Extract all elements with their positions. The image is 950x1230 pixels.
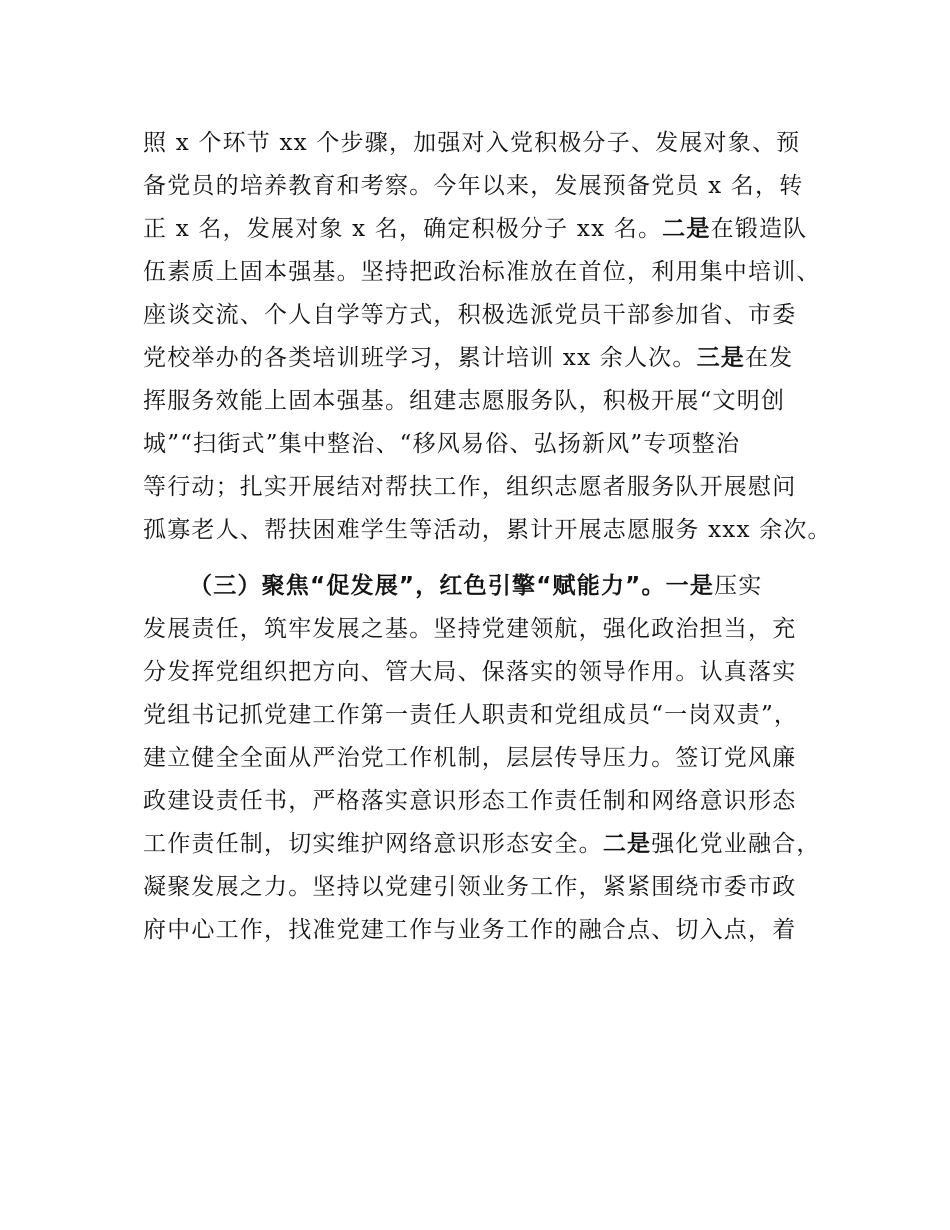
- section-heading: （三）聚焦“促发展”，红色引擎“赋能力”。一是: [189, 573, 715, 599]
- text-line: 党组书记抓党建工作第一责任人职责和党组成员“一岗双责”，: [143, 702, 799, 728]
- text-segment: 强化党业融合，: [651, 831, 821, 857]
- bold-lead-phrase: 三是: [696, 345, 745, 371]
- text-line: 座谈交流、个人自学等方式，积极选派党员干部参加省、市委: [143, 302, 797, 328]
- text-line: [143, 343, 793, 373]
- text-segment: 党校举办的各类培训班学习，累计培训 xx 余人次。: [143, 345, 697, 371]
- text-line: [143, 829, 821, 859]
- text-line: 孤寡老人、帮扶困难学生等活动，累计开展志愿服务 xxx 余次。: [143, 517, 832, 543]
- bold-lead-phrase: 二是: [602, 831, 652, 857]
- text-line: 政建设责任书，严格落实意识形态工作责任制和网络意识形态: [143, 788, 797, 814]
- text-line: [143, 214, 807, 244]
- bold-lead-phrase: 二是: [662, 216, 711, 242]
- text-line: 照 x 个环节 xx 个步骤，加强对入党积极分子、发展对象、预: [143, 130, 801, 156]
- text-line: 城”“扫街式”集中整治、“移风易俗、弘扬新风”专项整治: [143, 431, 741, 457]
- text-line: 府中心工作，找准党建工作与业务工作的融合点、切入点，着: [143, 917, 797, 943]
- text-line: 伍素质上固本强基。坚持把政治标准放在首位，利用集中培训、: [143, 259, 821, 285]
- text-line: 分发挥党组织把方向、管大局、保落实的领导作用。认真落实: [143, 659, 797, 685]
- text-segment: 在锻造队: [710, 216, 808, 242]
- text-line: 建立健全全面从严治党工作机制，层层传导压力。签订党风廉: [143, 745, 797, 771]
- text-segment: 压实: [714, 573, 763, 599]
- section-heading-line: [189, 571, 762, 601]
- text-segment: 正 x 名，发展对象 x 名，确定积极分子 xx 名。: [143, 216, 663, 242]
- text-segment: 在发: [744, 345, 794, 371]
- text-line: 挥服务效能上固本强基。组建志愿服务队，积极开展“文明创: [143, 388, 786, 414]
- text-line: 备党员的培养教育和考察。今年以来，发展预备党员 x 名，转: [143, 173, 804, 199]
- text-segment: 工作责任制，切实维护网络意识形态安全。: [143, 831, 603, 857]
- text-line: 发展责任，筑牢发展之基。坚持党建领航，强化政治担当，充: [143, 616, 797, 642]
- text-line: 凝聚发展之力。坚持以党建引领业务工作，紧紧围绕市委市政: [143, 874, 797, 900]
- text-line: 等行动；扎实开展结对帮扶工作，组织志愿者服务队开展慰问: [143, 474, 797, 500]
